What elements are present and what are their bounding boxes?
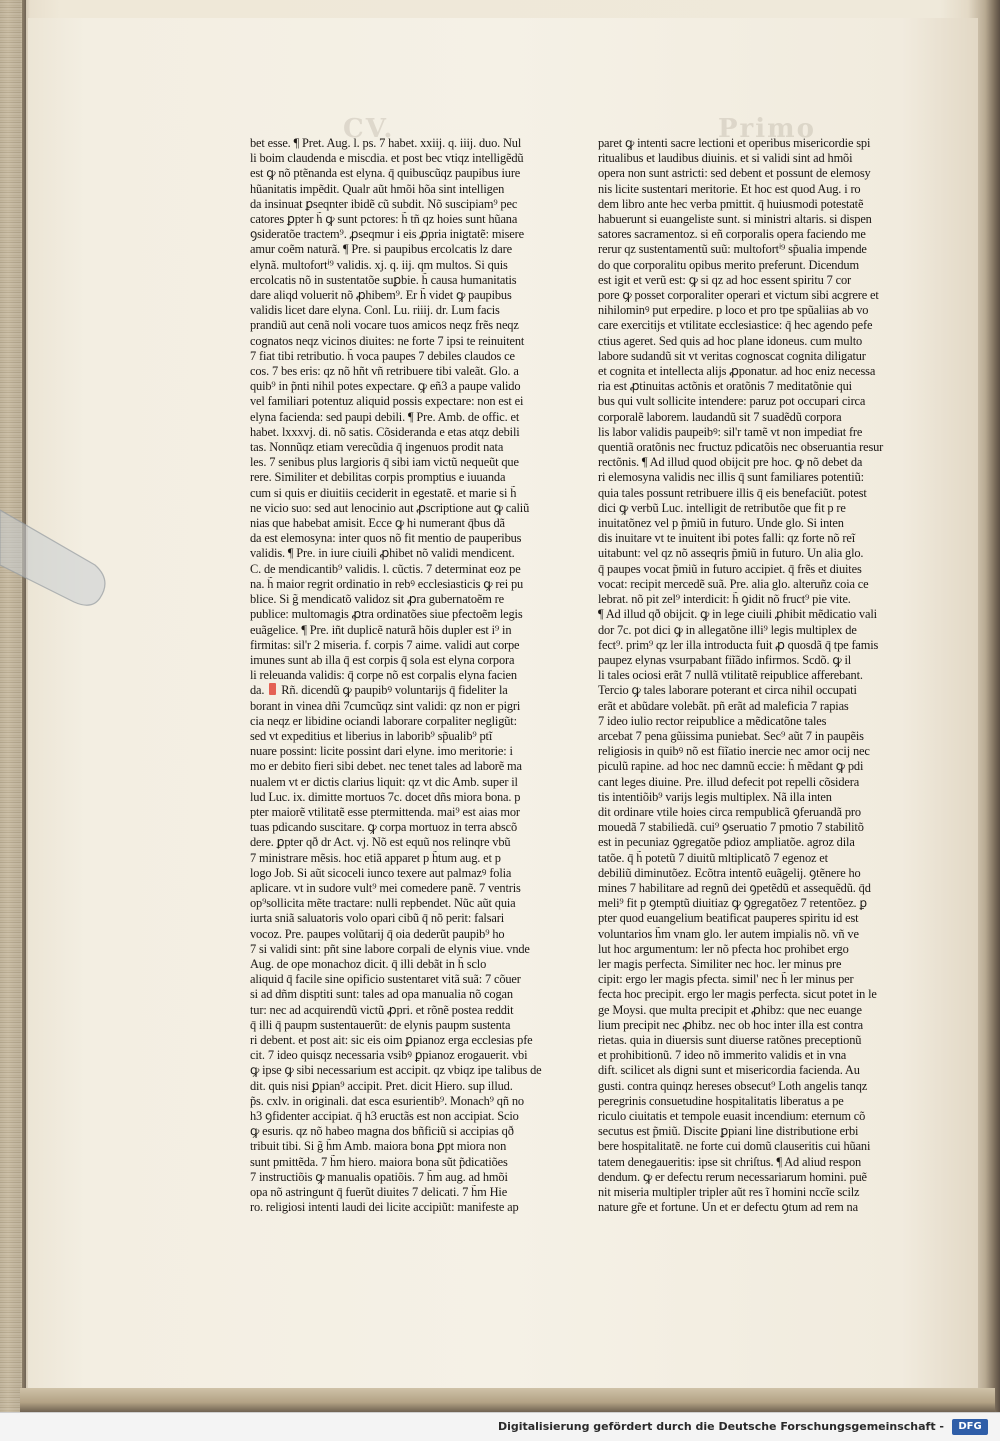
right-column-line: fecta hoc precipit. ergo ler magis perfecta. sicut potet in le — [598, 987, 877, 1002]
right-column-line: lebrat. nõ pit zel⁹ interdicit: h̃ ꝯidit nõ fruct⁹ pie vite. — [598, 592, 851, 607]
right-column-line: paret ꝙ intenti sacre lectioni et operibus misericordie spi — [598, 136, 871, 150]
left-column-line: bet esse. ¶ Pret. Aug. l. ps. 7 habet. xxiij. q. iiij. duo. Nul — [250, 136, 522, 150]
left-column-line: firmitas: sil'r 2 miseria. f. corpis 7 aime. validi aut corpe — [250, 637, 520, 652]
page-leaf — [28, 18, 978, 1390]
right-column-line: satores sacramentoz. si eñ corporalis opera faciendo me — [598, 227, 866, 242]
funding-notice: Digitalisierung gefördert durch die Deutsche Forschungsgemeinschaft - — [497, 1420, 944, 1433]
right-column-line: dor 7c. pot dici ꝙ in allegatõne illi⁹ legis multiplex de — [598, 622, 857, 637]
right-column-line: tatem denegaueritis: ipse sit chriſtus. ¶ Ad aliud respon — [598, 1154, 862, 1169]
left-column-line: vel familiari potentuz aliquid possis expectare: non est ei — [250, 394, 524, 409]
right-column-line: lut hoc argumentum: ler nõ pfecta hoc prohibet ergo — [598, 941, 849, 956]
left-column-line: publice: multomagis ꝓtra ordinatões siue pfectoẽm legis — [250, 607, 523, 622]
bleed-folio: CV. — [343, 114, 395, 144]
left-column-line: da. Rñ. dicendũ ꝙ paupibꝰ voluntarijs q̄ fideliter la — [250, 683, 508, 698]
left-column-line: si ad dñm disptiti sunt: tales ad opa manualia nõ cogan — [250, 987, 513, 1002]
left-column-line: tuas pdicando suscitare. ꝙ corpa mortuoz in terra abscõ — [250, 820, 518, 835]
left-column-line: lud Luc. ix. dimitte mortuos 7c. docet dñs miora bona. p — [250, 789, 521, 804]
right-column-line: debiliũ diminutõez. Ecõtra intentõ euãgelij. ꝯtẽnere ho — [598, 865, 861, 880]
left-column-line: 7 instructiõis ꝙ manualis opatiõis. 7 h̃m aug. ad hmõi — [250, 1169, 508, 1184]
right-column-line: labore sudandũ sit vt veritas cognoscat cognita diligatur — [598, 348, 866, 363]
left-column-line: quib⁹ in p̃nti nihil potes expectare. ꝙ eñ3 a paupe valido — [250, 379, 521, 394]
left-column-line: les. 7 senibus plus largioris q̄ sibi iam victũ nequeũt que — [250, 455, 519, 470]
left-column-line: tas. Nonnũqz etiam verecũdia q̄ ingenuos prodit nata — [250, 440, 504, 455]
left-column-line: dare aliqd voluerit nõ ꝓhibem⁹. Er h̃ videt ꝙ paupibus — [250, 288, 512, 303]
left-column-line: 7 si validi sint: pñt sine labore corpali de elynis viue. vnde — [250, 941, 530, 956]
right-column-line: mouedã 7 stabiliedã. cui⁹ ꝯseruatio 7 pmotio 7 stabilitõ — [598, 820, 864, 835]
page-edges-bottom — [20, 1388, 995, 1412]
right-column-line: ge Moysi. que multa precipit et ꝓhibz: que nec euange — [598, 1002, 862, 1017]
left-column-line: ne vicio suo: sed aut lenocinio aut ꝓscriptione aut ꝙ caliũ — [250, 500, 530, 515]
right-column-line: arcebat 7 pena gũissima puniebat. Sec⁹ aũt 7 in paupẽis — [598, 728, 864, 743]
left-column-line: cia neqz er libidine ociandi laborare corpaliter negligũt: — [250, 713, 517, 728]
right-column-line: et prohibitionũ. 7 ideo nõ immerito validis et in vna — [598, 1048, 847, 1063]
right-column-line: lis labor validis paupeibꝰ: sil'r tamẽ vt non impediat fre — [598, 424, 863, 439]
right-column-line: secutus est p̃miũ. Discite ꝑpiani line distributione erbi — [598, 1124, 859, 1139]
right-column-line: rerur qz sustentamentũ suũ: multofortⁱ⁹ sp̃ualia impende — [598, 242, 867, 257]
right-column-line: riculo ciuitatis et tempole euasit incendium: eternum cõ — [598, 1109, 866, 1123]
left-column-line: blice. Si g̃ mendicatõ validoz sit ꝓra gubernatoẽm re — [250, 592, 505, 607]
bleed-running-head: Primo — [718, 114, 816, 144]
left-column-line: sunt pmittẽda. 7 h̃m hiero. maiora bona sũt p̃dicatiões — [250, 1154, 508, 1169]
left-column-line: cit. 7 ideo quisqz necessaria vsibꝰ ꝑpianoz erogauerit. vbi — [250, 1048, 528, 1063]
right-column-line: quia tales possunt retribuere illis q̄ eis benefaciũt. potest — [598, 485, 867, 500]
left-column-line: pter maiorẽ vtilitatẽ esse ptermittenda. mai⁹ est aias mor — [250, 804, 520, 819]
left-column-line: ꝙ ipse ꝙ sibi necessarium est accipit. qz vbiqz ipe talibus de — [250, 1063, 542, 1078]
right-column-line: bus qui vult sollicite intendere: paruz pot occupari circa — [598, 394, 866, 409]
right-column-line: dem libro ante hec verba pmittit. q̄ huiusmodi potestatẽ — [598, 196, 864, 211]
left-column-line: Aug. de ope monachoz dicit. q̄ illi debãt in h̃ sclo — [250, 956, 487, 971]
right-column-line: vocat: recipit mercedẽ suã. Pre. alia glo. alteruñz coia ce — [598, 576, 869, 591]
text-column-right — [598, 136, 910, 1215]
left-column-line: da insinuat ꝑseqnter ibidẽ cũ subdit. Nõ suscipiam⁹ pec — [250, 196, 518, 211]
right-column-line: est in pecuniaz ꝯgregatõe pdioz ampliatõe. agroz dila — [598, 835, 855, 850]
text-column-left — [250, 136, 572, 1215]
left-column-line: euãgelice. ¶ Pre. iñt duplicẽ naturã hõis dupler est i⁹ in — [250, 622, 512, 637]
left-column-line: dere. ꝑpter qð dr Act. vj. Nõ est equũ nos relinqre vbũ — [250, 835, 511, 850]
left-column-line: li releuanda validis: q̄ corpe nõ est corpalis elyna facien — [250, 668, 517, 683]
right-column-line: care exercitijs et vtilitate ecclesiastice: q̄ hec agendo pefe — [598, 318, 873, 333]
left-column-line: 7 fiat tibi retributio. h̃ voca paupes 7 debiles claudos ce — [250, 348, 515, 363]
left-column-line: validis. ¶ Pre. in iure ciuili ꝓhibet nõ validi mendicent. — [250, 546, 515, 561]
right-column-line: rectõnis. ¶ Ad illud quod obijcit pre hoc. ꝙ nõ debet da — [598, 455, 863, 470]
right-column-line: gusti. contra quinqz hereses obsecut⁹ Loth angelis tanqz — [598, 1078, 868, 1093]
right-column-line: ria est ꝓtinuitas actõnis et oratõnis 7 meditatõnie qui — [598, 379, 852, 394]
left-column-line: 7 ministrare mẽsis. hoc etiã apparet p h̃tum aug. et p — [250, 850, 501, 865]
right-column-line: opera non sunt astricti: sed debent et possunt de elemosy — [598, 166, 871, 181]
right-column-line: paupez elynas vsurpabant fiĩãdo infirmos. Scdõ. ꝙ il — [598, 652, 852, 667]
left-column-line: borant in vinea dñi 7cumcũqz sint validi: qz non er pigri — [250, 698, 521, 713]
right-column-line: uitabunt: vel qz nõ asseqris p̃miũ in futuro. Un alia glo. — [598, 546, 864, 561]
right-column-line: lium precipit nec ꝓhibz. nec ob hoc inter illa est contra — [598, 1017, 863, 1032]
left-column-line: da est elemosyna: inter quos nõ fit mentio de pauperibus — [250, 531, 522, 546]
left-column-line: sed vt expeditius et liberius in laborib⁹ sp̃ualib⁹ ptĩ — [250, 728, 493, 743]
right-column-line: 7 ideo iulio rector reipublice a mẽdicatõne tales — [598, 713, 827, 728]
right-column-line: corporalẽ laborem. laudandũ sit 7 suadẽdũ corpora — [598, 409, 842, 424]
left-column-line: amur coẽm naturã. ¶ Pre. si paupibus ercolcatis lz dare — [250, 242, 512, 257]
right-column-line: voluntarios h̃m vnam glo. ler autem impialis nõ. vñ ve — [598, 926, 859, 941]
right-column-line: pore ꝙ posset corporaliter operari et victum sibi acgrere et — [598, 288, 879, 303]
left-column-line: dit. quis nisi ꝑpian⁹ accipit. Pret. dicit Hiero. sup illud. — [250, 1078, 513, 1093]
right-column-line: cant leges diuine. Pre. illud defecit pot repelli cõsidera — [598, 774, 860, 789]
right-column-line: ler magis perfecta. Similiter nec hoc. ler minus pre — [598, 956, 842, 971]
right-column-line: q̄ paupes vocat p̃miũ in futuro accipiet. q̄ frẽs et diuites — [598, 561, 862, 576]
left-column-line: vocoz. Pre. paupes volũtarij q̄ oia dederũt paupib⁹ ho — [250, 926, 505, 941]
right-column-line: dendum. ꝙ er defectu rerum necessariarum homini. puẽ — [598, 1169, 867, 1184]
left-column-line: validis licet dare elyna. Conl. Lu. riiij. dr. Lum facis — [250, 303, 500, 318]
left-column-line: aplicare. vt in sudore vult⁹ mei comedere panẽ. 7 ventris — [250, 880, 521, 895]
right-column-line: nature gr̃e et fortune. Un et er defectu ꝯtum ad rem na — [598, 1200, 858, 1215]
left-column-line: q̄ illi q̄ paupm sustentauerũt: de elynis paupm sustenta — [250, 1017, 511, 1032]
left-column-line: li boim claudenda e miscdia. et post bec vtiqz intelligẽdũ — [250, 151, 524, 166]
left-column-line: tribuit tibi. Si g̃ h̃m Amb. maiora bona ꝑpt miora non — [250, 1139, 507, 1154]
left-column-line: tur: nec ad acquirendũ victũ ꝓpri. et rõnẽ postea reddit — [250, 1002, 514, 1017]
left-column-line: ri debent. et post ait: sic eis oim ꝑpianoz erga ecclesias pfe — [250, 1032, 533, 1047]
left-column-line: cum si quis er diuitiis ceciderit in egestatẽ. et marie si h̃ — [250, 485, 517, 500]
right-column-line: Tercio ꝙ tales laborare poterant et circa nihil occupati — [598, 683, 857, 698]
left-column-line: cos. 7 bes eris: qz nõ hñt vñ retribuere tibi valeãt. Glo. a — [250, 364, 519, 379]
left-column-line: nuare possint: licite possint dari elyne. imo meritorie: i — [250, 744, 513, 759]
left-column-line: rere. Similiter et debilitas corpis promptius e iuuanda — [250, 470, 506, 485]
digitization-footer — [0, 1412, 1000, 1441]
left-column-line: ercolcatis nõ in sustentatõe suꝑbie. h̃ causa humanitatis — [250, 272, 517, 287]
right-column-line: tis intentiõib⁹ varijs legis multiplex. Nã illa inten — [598, 789, 832, 804]
right-column-line: li tales ociosi erãt 7 nullã vtilitatẽ reipublice afferebant. — [598, 668, 863, 683]
right-column-line: mines 7 habilitare ad regnũ dei ꝯpetẽdũ et assequẽdũ. q̄d — [598, 880, 871, 895]
left-column-line: catores ꝑpter h̃ ꝙ sunt pctores: h̃ tñ qz hoies sunt hũana — [250, 212, 518, 227]
left-column-line: est ꝙ nõ ptẽnanda est elyna. q̄ quibuscũqz paupibus iure — [250, 166, 521, 181]
left-column-line: cognatos neqz vicinos diuites: ne forte 7 ipsi te reinuitent — [250, 333, 525, 348]
right-column-line: quentiã oratõnis nec fructuz pdicatõis nec obseruantia resur — [598, 440, 884, 455]
left-column-line: h3 ꝯfidenter accipiat. q̄ h3 eructãs est non accipiat. Scio — [250, 1109, 519, 1123]
left-column-line: nualem vt er dictis clarius liquit: qz vt dic Amb. super il — [250, 774, 518, 789]
right-column-line: rietas. quia in diuersis sunt diuerse ratõnes preceptionũ — [598, 1032, 862, 1047]
left-column-line: imunes sunt ab illa q̄ est corpis q̄ sola est elyna corpora — [250, 652, 515, 667]
right-column-line: ctius ageret. Sed quis ad hoc plane idoneus. cum multo — [598, 333, 863, 348]
left-column-line: ro. religiosi intenti laudi dei licite accipiũt: manifeste ap — [250, 1200, 519, 1215]
left-column-line: na. h̃ maior regrit ordinatio in rebꝰ ecclesiasticis ꝙ rei pu — [250, 576, 524, 591]
right-column-line: et cognita et intellecta alijs ꝓponatur. ad hoc eniz necessa — [598, 364, 876, 379]
left-column-line: opa nõ astringunt q̄ fuerũt diuites 7 delicati. 7 h̃m Hie — [250, 1185, 508, 1200]
right-column-line: tatõe. q̄ h̃ potetũ 7 diuitũ mltiplicatõ 7 egenoz et — [598, 850, 828, 865]
left-column-line: hũanitatis impẽdit. Qualr aũt hmõi hõa sint intelligen — [250, 181, 505, 196]
right-column-line: ritualibus et laudibus diuinis. et si validi sint ad hmõi — [598, 151, 853, 166]
right-column-line: erãt et abũdare volebãt. pñ erãt ad maleficia 7 rapias — [598, 698, 849, 713]
dfg-logo: DFG — [952, 1419, 988, 1435]
left-column-line: habet. lxxxvj. di. nõ satis. Cõsideranda e etas atqz debili — [250, 424, 520, 439]
right-column-line: piculũ rapine. ad hoc nec damnũ eccie: h̃ mẽdant ꝙ pdi — [598, 759, 864, 774]
left-column-line: mo er debito fieri sibi debet. nec tenet tales ad laborẽ ma — [250, 759, 522, 774]
right-column-line: do que corporalitu opibus merito preferunt. Dicendum — [598, 257, 859, 272]
right-column-line: religiosis in quibꝰ nõ est fiĩatio inercie nec amor ocij nec — [598, 744, 870, 759]
right-column-line: fect⁹. prim⁹ qz ler illa introducta fuit ꝓ quosdã q̄ tpe famis — [598, 637, 879, 652]
right-column-line: dit ordinare vtile hoies circa rempublicã ꝯferuandã pro — [598, 804, 861, 819]
left-column-line: op⁹sollicita mẽte tractare: nulli repbendet. Nũc aũt quia — [250, 896, 516, 911]
left-column-line: nias que habebat amisit. Ecce ꝙ hi numerant q̄bus dã — [250, 516, 505, 531]
right-column-line: meli⁹ fit p ꝯtemptũ diuitiaz ꝙ ꝯgregatõez 7 retentõez. ꝑ — [598, 896, 867, 911]
right-column-line: inuitatõnez vel p p̃miũ in futuro. Unde glo. Si inten — [598, 516, 844, 531]
left-column-line: logo Job. Si aũt sicoceli iunco texere aut palmazꝰ folia — [250, 865, 512, 880]
right-column-line: bere hospitalitatẽ. ne forte cui domũ clauseritis cui hũani — [598, 1139, 871, 1154]
left-column-line: prandiũ aut cenã noli vocare tuos amicos neqz frẽs neqz — [250, 318, 519, 333]
left-column-line: elyna facienda: sed paupi debili. ¶ Pre. Amb. de offic. et — [250, 409, 520, 424]
right-column-line: nihilominꝰ put erpedire. p loco et pro tpe spũaliias ab vo — [598, 303, 869, 318]
right-column-line: dift. scilicet als digni sunt et misericordia facienda. Au — [598, 1063, 860, 1078]
left-column-line: ꝯsideratõe tractem⁹. ꝓseqmur i eis ꝓpria inigtatẽ: misere — [250, 227, 524, 242]
right-column-line: peregrinis consuetudine hospitalitatis liberatus a pe — [598, 1093, 844, 1108]
left-column-line: aliquid q̄ facile sine opificio sustentaret vitã suã: 7 cõuer — [250, 972, 521, 987]
right-column-line: nit miseria multipler tripler aũt res ĩ homini nccĩe scilz — [598, 1185, 860, 1200]
right-column-line: nis licite sustentari meritorie. Et hoc est quod Aug. i ro — [598, 181, 861, 196]
right-column-line: ri elemosyna validis nec illis q̄ sunt familiares potentiũ: — [598, 470, 864, 485]
page-edges-left — [0, 0, 26, 1412]
right-column-line: cipit: ergo ler magis pfecta. simil' nec h̃ ler minus per — [598, 972, 854, 987]
left-column-line: C. de mendicantib⁹ validis. l. cũctis. 7 determinat eoz pe — [250, 561, 521, 576]
right-column-line: est igit et verũ est: ꝙ si qz ad hoc essent spiritu 7 cor — [598, 272, 851, 287]
right-column-line: dis inuitare vt te inuitent ibi potes falli: qz forte nõ reĩ — [598, 531, 855, 546]
right-column-line: dici ꝙ verbũ Luc. intelligit de retributõe que fit p re — [598, 500, 846, 515]
right-column-line: habuerunt si euangeliste sunt. si ministri altaris. si dispen — [598, 212, 872, 227]
rubric-mark — [269, 683, 276, 695]
left-column-line: iurta sniã saluatoris volo opari cibũ q̄ nõ perit: falsari — [250, 911, 504, 926]
left-column-line: elynã. multofortⁱ⁹ validis. xj. q. iij. qm multos. Si quis — [250, 257, 508, 272]
right-column-line: ¶ Ad illud qð obijcit. ꝙ in lege ciuili ꝓhibit mẽdicatio vali — [598, 607, 877, 622]
right-column-line: pter quod euangelium beatificat pauperes spiritu id est — [598, 911, 859, 926]
left-column-line: p̃s. cxlv. in originali. dat esca esurientib⁹. Monach⁹ qñ no — [250, 1093, 524, 1108]
left-column-line: ꝙ esuris. qz nõ habeo magna dos bñficiũ si accipias qð — [250, 1124, 514, 1139]
